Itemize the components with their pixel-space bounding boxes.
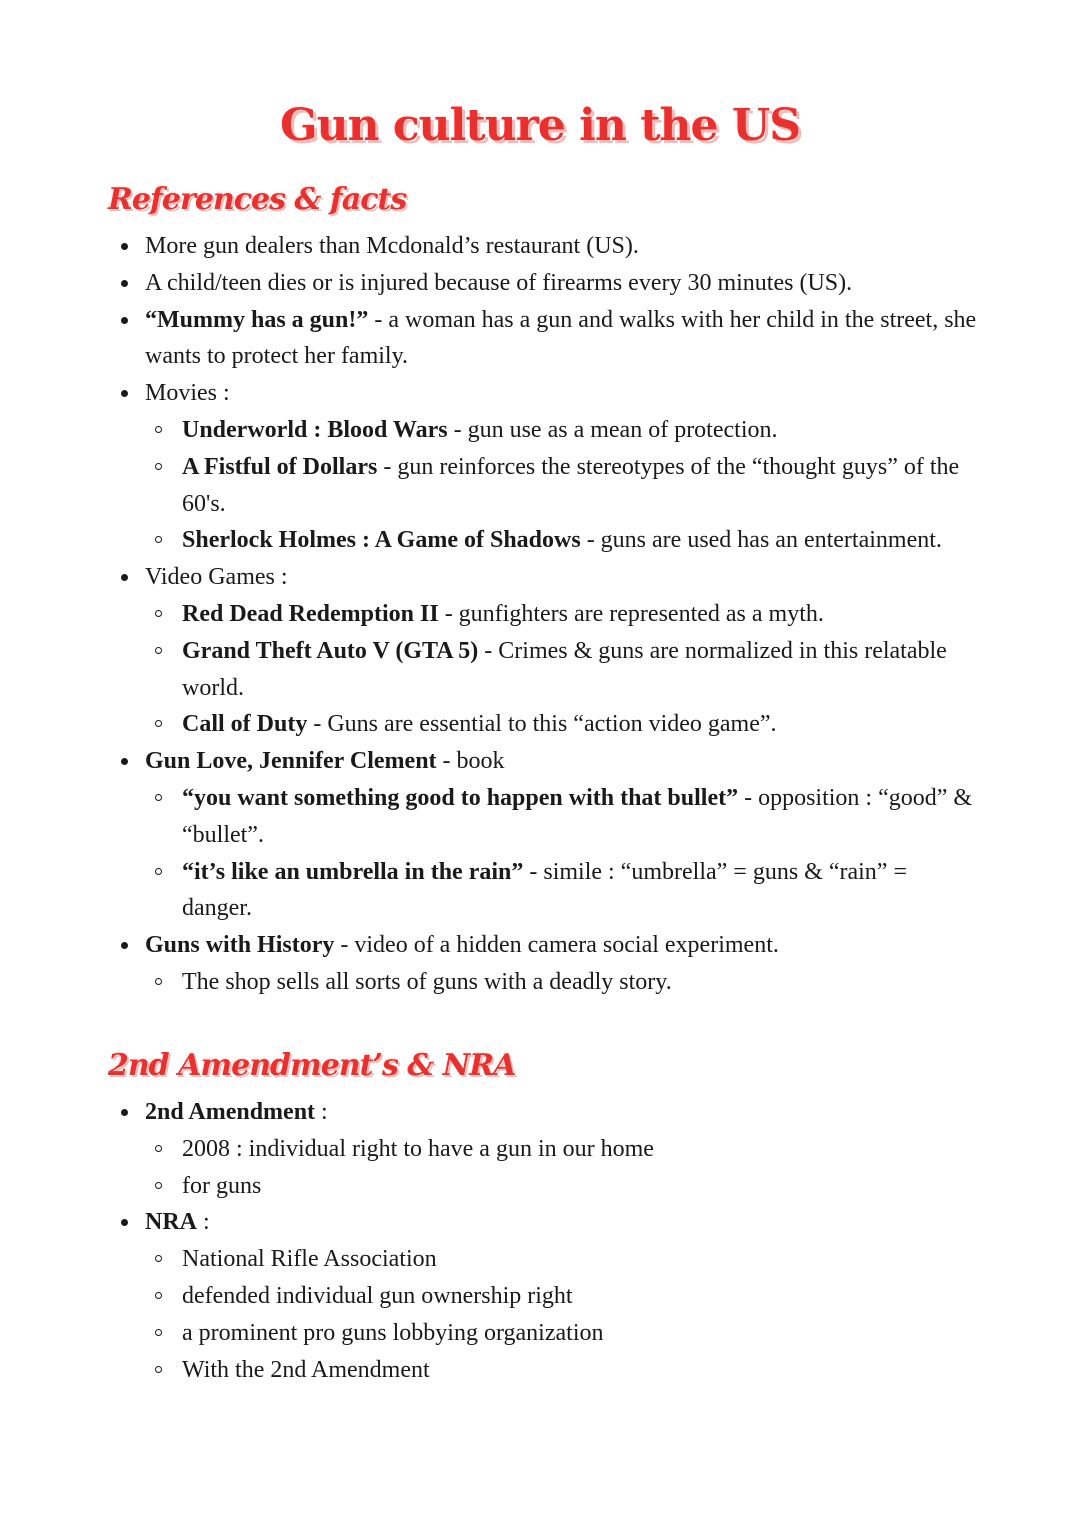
amendment-sublist — [145, 1131, 982, 1205]
item-bold: Gun Love, Jennifer Clement — [145, 748, 437, 775]
item-bold: 2nd Amendment — [145, 1099, 316, 1125]
section-heading-references: References & facts — [108, 182, 407, 217]
references-list — [112, 228, 982, 1001]
item-text: : — [197, 1209, 210, 1236]
list-item — [112, 743, 982, 927]
movies-sublist — [145, 412, 982, 559]
sub-list-item: The shop sells all sorts of guns with a deadly story. — [145, 964, 982, 1001]
guns-history-sublist — [145, 964, 982, 1001]
nra-sublist — [145, 1241, 982, 1388]
amendment-list — [112, 1094, 982, 1388]
item-text: Video Games : — [145, 564, 288, 591]
gun-love-sublist — [145, 780, 982, 927]
sub-list-item: Call of Duty - Guns are essential to this “action video game”. — [145, 706, 982, 743]
list-item — [112, 559, 982, 743]
section-heading-amendment: 2nd Amendment’s & NRA — [108, 1048, 516, 1083]
item-text: - video of a hidden camera social experiment. — [334, 932, 779, 959]
sub-list-item: National Rifle Association — [145, 1241, 982, 1278]
sub-list-item: Red Dead Redemption II - gunfighters are represented as a myth. — [145, 596, 982, 633]
item-text: A child/teen dies or is injured because of firearms every 30 minutes (US). — [145, 269, 853, 296]
item-bold: Guns with History — [145, 932, 335, 959]
item-bold: NRA — [145, 1209, 197, 1236]
list-item — [112, 375, 982, 559]
list-item — [112, 228, 982, 265]
video-games-sublist — [145, 596, 982, 743]
sub-list-item: A Fistful of Dollars - gun reinforces the stereotypes of the “thought guys” of the 60's. — [145, 449, 982, 523]
page-title: Gun culture in the US — [280, 100, 800, 151]
sub-list-item: “you want something good to happen with that bullet” - opposition : “good” & “bullet”. — [145, 780, 982, 854]
item-text: : — [315, 1099, 328, 1125]
list-item — [112, 927, 982, 1001]
sub-list-item: “it’s like an umbrella in the rain” - simile : “umbrella” = guns & “rain” = danger. — [145, 854, 982, 928]
list-item — [112, 1204, 982, 1388]
list-item — [112, 265, 982, 302]
sub-list-item: a prominent pro guns lobbying organization — [145, 1315, 982, 1352]
sub-list-item: Sherlock Holmes : A Game of Shadows - guns are used has an entertainment. — [145, 522, 982, 559]
item-text: More gun dealers than Mcdonald’s restaurant (US). — [145, 233, 639, 259]
sub-list-item: for guns — [145, 1168, 982, 1205]
item-text: Movies : — [145, 380, 230, 407]
sub-list-item: 2008 : individual right to have a gun in our home — [145, 1131, 982, 1168]
item-text: - a woman has a gun and walks with her child in the street, she wants to protect her family. — [145, 306, 977, 370]
list-item — [112, 302, 982, 376]
sub-list-item: defended individual gun ownership right — [145, 1278, 982, 1315]
item-text: - book — [436, 748, 505, 775]
sub-list-item: Underworld : Blood Wars - gun use as a mean of protection. — [145, 412, 982, 449]
item-bold: “Mummy has a gun!” — [145, 306, 369, 333]
sub-list-item: With the 2nd Amendment — [145, 1352, 982, 1389]
list-item — [112, 1094, 982, 1204]
sub-list-item: Grand Theft Auto V (GTA 5) - Crimes & guns are normalized in this relatable world. — [145, 633, 982, 707]
